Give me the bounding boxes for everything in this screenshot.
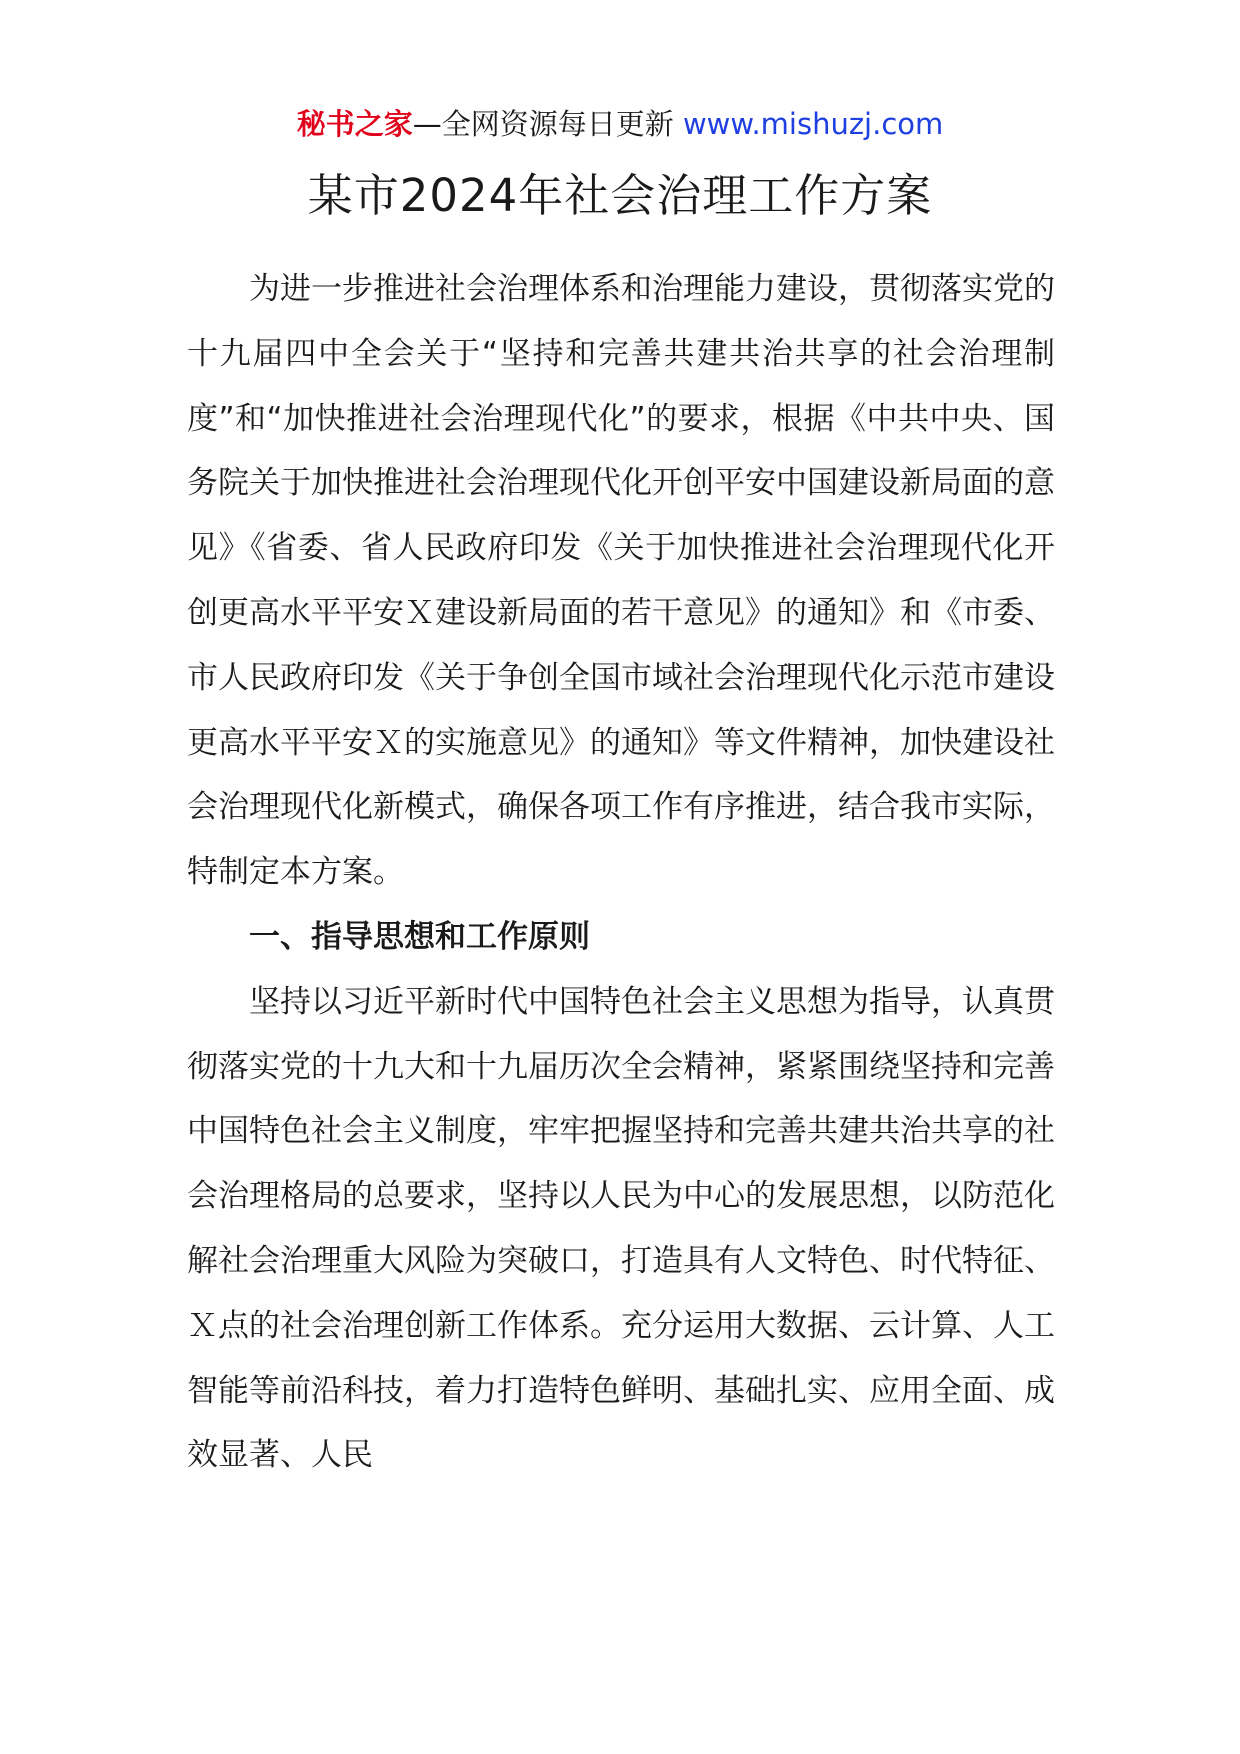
brand-name: 秘书之家 [296,107,413,141]
header-slogan: —全网资源每日更新 [412,107,674,141]
document-title: 某市2024年社会治理工作方案 [307,169,933,222]
section-paragraph: 坚持以习近平新时代中国特色社会主义思想为指导，认真贯彻落实党的十九大和十九届历次全会精神，紧紧围绕坚持和完善中国特色社会主义制度，牢牢把握坚持和完善共建共治共享的社会治理格局的总要求，坚持以人民为中心的发展思想，以防范化解社会治理重大风险为突破口，打造具有人文特色、时代特征、Ｘ点的社会治理创新工作体系。充分运用大数据、云计算、人工智能等前沿科技，着力打造特色鲜明、基础扎实、应用全面、成效显著、人民 [187,983,1055,1474]
site-header [0,104,1240,144]
section-heading: 一、指导思想和工作原则 [249,918,590,955]
document-body [187,257,1055,1488]
intro-paragraph: 为进一步推进社会治理体系和治理能力建设，贯彻落实党的十九届四中全会关于“坚持和完善共建共治共享的社会治理制度”和“加快推进社会治理现代化”的要求，根据《中共中央、国务院关于加快推进社会治理现代化开创平安中国建设新局面的意见》《省委、省人民政府印发《关于加快推进社会治理现代化开创更高水平平安Ｘ建设新局面的若干意见》的通知》和《市委、市人民政府印发《关于争创全国市域社会治理现代化示范市建设更高水平平安Ｘ的实施意见》的通知》等文件精神，加快建设社会治理现代化新模式，确保各项工作有序推进，结合我市实际，特制定本方案。 [187,271,1055,891]
site-url-link[interactable]: www.mishuzj.com [682,107,944,141]
